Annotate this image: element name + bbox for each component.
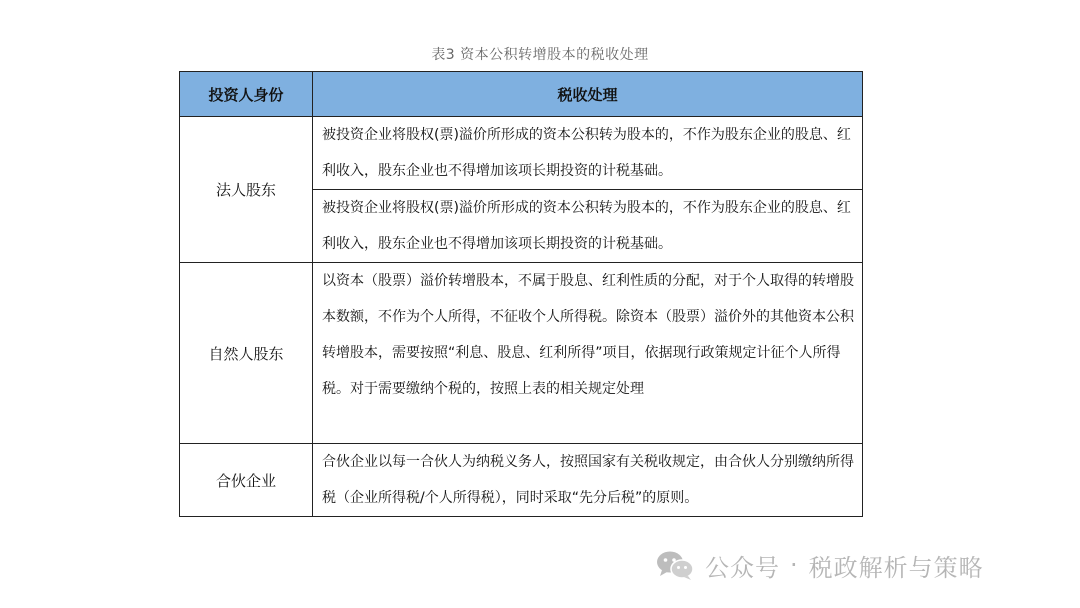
identity-individual-shareholder: 自然人股东 bbox=[180, 263, 313, 444]
table-row bbox=[180, 117, 863, 190]
table-row bbox=[180, 444, 863, 517]
rule-cell: 合伙企业以每一合伙人为纳税义务人，按照国家有关税收规定，由合伙人分别缴纳所得税（企业所得税/个人所得税），同时采取“先分后税”的原则。 bbox=[313, 444, 863, 517]
table-caption: 表3 资本公积转增股本的税收处理 bbox=[431, 47, 649, 63]
header-tax-treatment: 税收处理 bbox=[313, 72, 863, 117]
header-investor-identity: 投资人身份 bbox=[180, 72, 313, 117]
watermark-separator: · bbox=[790, 551, 799, 579]
tax-treatment-table bbox=[179, 71, 863, 517]
identity-partnership: 合伙企业 bbox=[180, 444, 313, 517]
watermark-source-label: 公众号 bbox=[705, 553, 780, 582]
rule-cell: 被投资企业将股权(票)溢价所形成的资本公积转为股本的，不作为股东企业的股息、红利收入，股东企业也不得增加该项长期投资的计税基础。 bbox=[313, 117, 863, 190]
rule-cell: 以资本（股票）溢价转增股本，不属于股息、红利性质的分配，对于个人取得的转增股本数额，不作为个人所得，不征收个人所得税。除资本（股票）溢价外的其他资本公积转增股本，需要按照“利息、股息、红利所得”项目，依据现行政策规定计征个人所得税。对于需要缴纳个税的，按照上表的相关规定处理 bbox=[313, 263, 863, 444]
wechat-icon bbox=[655, 549, 695, 581]
source-watermark bbox=[655, 545, 984, 585]
table-header-row bbox=[180, 72, 863, 117]
identity-corporate-shareholder: 法人股东 bbox=[180, 117, 313, 263]
rule-cell: 被投资企业将股权(票)溢价所形成的资本公积转为股本的，不作为股东企业的股息、红利收入，股东企业也不得增加该项长期投资的计税基础。 bbox=[313, 190, 863, 263]
watermark-account-name: 税政解析与策略 bbox=[808, 553, 984, 582]
table-row bbox=[180, 263, 863, 444]
